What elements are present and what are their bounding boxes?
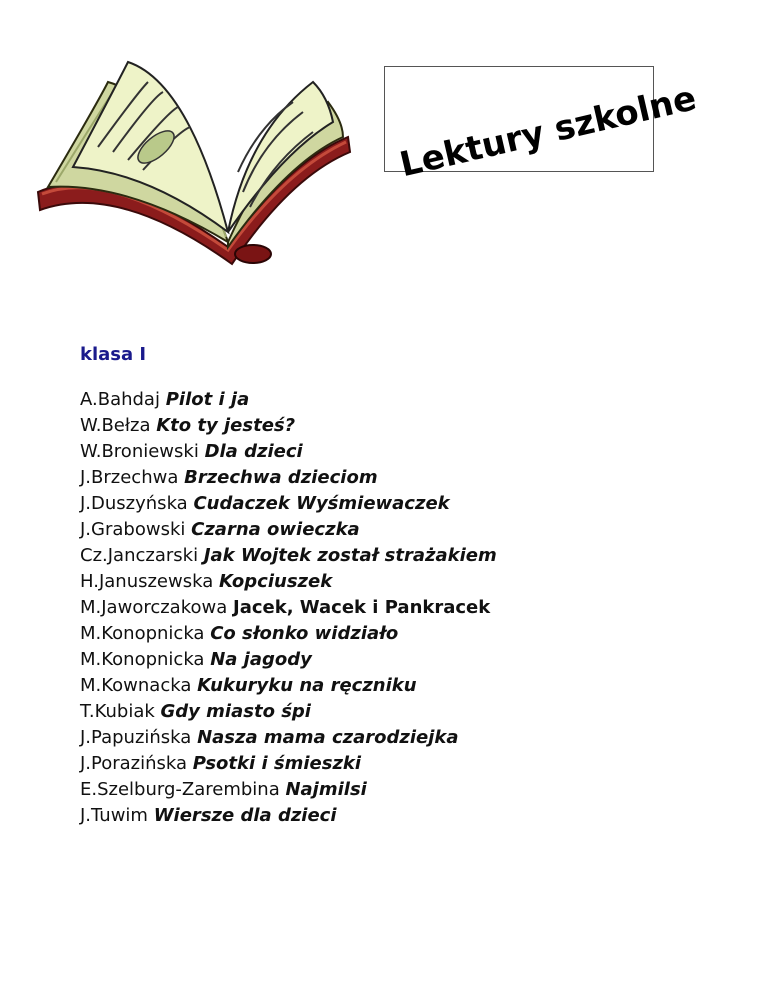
list-item	[80, 647, 497, 673]
list-item	[80, 413, 497, 439]
title-wordart	[385, 67, 701, 186]
book-title: Cudaczek Wyśmiewaczek	[193, 493, 450, 514]
book-title: Co słonko widziało	[210, 623, 399, 644]
book-title: Na jagody	[210, 649, 312, 670]
book-title: Jak Wojtek został strażakiem	[203, 545, 497, 566]
book-title: Jacek, Wacek i Pankracek	[233, 597, 491, 618]
list-item	[80, 725, 497, 751]
book-author: A.Bahdaj	[80, 389, 160, 410]
book-author: M.Kownacka	[80, 675, 192, 696]
book-author: E.Szelburg-Zarembina	[80, 779, 280, 800]
book-author: M.Jaworczakowa	[80, 597, 228, 618]
book-author: J.Tuwim	[80, 805, 148, 826]
title-box	[384, 66, 701, 186]
open-book-icon	[28, 42, 358, 267]
book-author: J.Brzechwa	[80, 467, 179, 488]
list-item	[80, 465, 497, 491]
page-title: Lektury szkolne	[396, 78, 701, 186]
book-author: H.Januszewska	[80, 571, 214, 592]
book-author: W.Bełza	[80, 415, 151, 436]
list-item	[80, 595, 497, 621]
book-title: Czarna owieczka	[191, 519, 360, 540]
book-title: Psotki i śmieszki	[192, 753, 362, 774]
book-author: Cz.Janczarski	[80, 545, 199, 566]
list-item	[80, 699, 497, 725]
list-item	[80, 621, 497, 647]
list-item	[80, 751, 497, 777]
book-author: J.Papuzińska	[80, 727, 192, 748]
book-author: W.Broniewski	[80, 441, 199, 462]
grade-heading: klasa I	[80, 344, 147, 365]
book-title: Wiersze dla dzieci	[153, 805, 337, 826]
book-title: Brzechwa dzieciom	[184, 467, 378, 488]
book-author: J.Duszyńska	[80, 493, 188, 514]
book-author: J.Porazińska	[80, 753, 188, 774]
book-author: M.Konopnicka	[80, 623, 205, 644]
book-list	[80, 387, 497, 829]
list-item	[80, 543, 497, 569]
book-title: Nasza mama czarodziejka	[197, 727, 459, 748]
list-item	[80, 387, 497, 413]
list-item	[80, 777, 497, 803]
book-title: Kopciuszek	[218, 571, 333, 592]
list-item	[80, 673, 497, 699]
book-author: T.Kubiak	[80, 701, 155, 722]
list-item	[80, 439, 497, 465]
book-title: Kto ty jesteś?	[156, 415, 296, 436]
book-author: M.Konopnicka	[80, 649, 205, 670]
list-item	[80, 803, 497, 829]
book-title: Dla dzieci	[204, 441, 303, 462]
list-item	[80, 491, 497, 517]
book-title: Kukuryku na ręczniku	[197, 675, 417, 696]
book-title: Pilot i ja	[165, 389, 250, 410]
list-item	[80, 517, 497, 543]
book-title: Gdy miasto śpi	[160, 701, 311, 722]
book-author: J.Grabowski	[80, 519, 186, 540]
list-item	[80, 569, 497, 595]
book-title: Najmilsi	[285, 779, 367, 800]
